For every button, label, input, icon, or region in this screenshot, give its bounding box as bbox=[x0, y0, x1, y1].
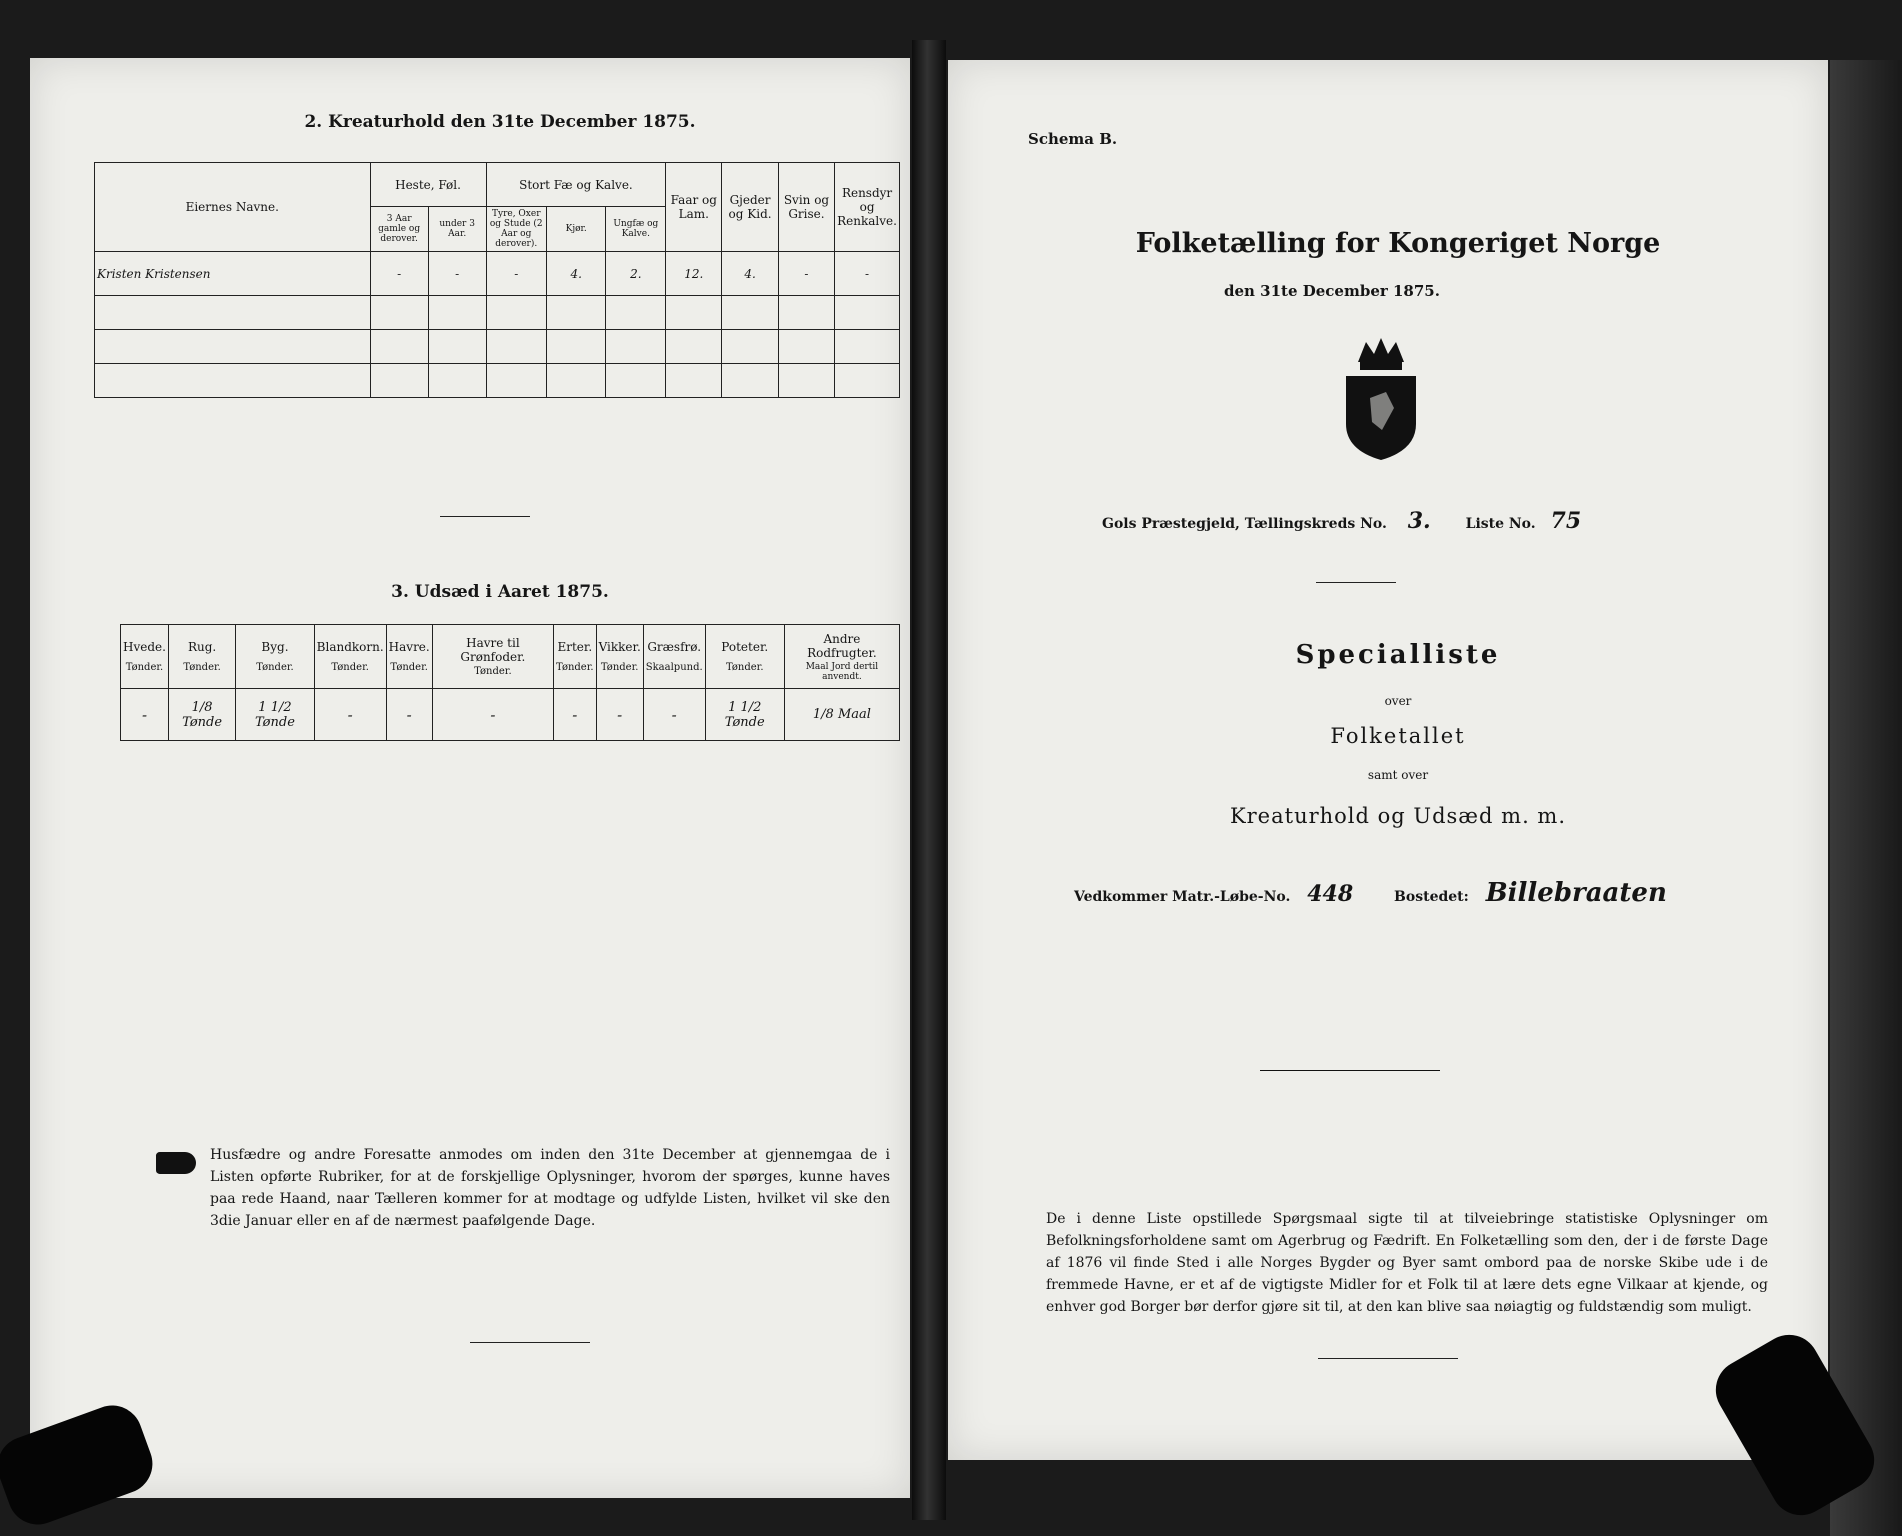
heste2-cell: - bbox=[428, 252, 486, 296]
specialliste-heading: Specialliste bbox=[1295, 640, 1501, 670]
kreaturhold-heading: Kreaturhold og Udsæd m. m. bbox=[1229, 804, 1567, 828]
seed-val-0: - bbox=[121, 689, 169, 741]
liste-number: 75 bbox=[1550, 508, 1582, 534]
seed-hdr-5: Havre til Grønfoder. Tønder. bbox=[432, 625, 553, 689]
matr-number: 448 bbox=[1307, 881, 1354, 907]
svin-cell: - bbox=[778, 252, 834, 296]
divider-bottom bbox=[470, 1342, 590, 1343]
section2-title: 2. Kreaturhold den 31te December 1875. bbox=[304, 112, 696, 132]
schema-label: Schema B. bbox=[1028, 130, 1118, 148]
seed-val-3: - bbox=[314, 689, 386, 741]
col-rensdyr-header: Rensdyr og Renkalve. bbox=[835, 163, 900, 252]
seed-val-10: 1/8 Maal bbox=[784, 689, 899, 741]
col-faar-header: Faar og Lam. bbox=[666, 163, 722, 252]
seed-hdr-0: Hvede. Tønder. bbox=[121, 625, 169, 689]
next-page-edge bbox=[1830, 60, 1902, 1536]
divider-arrow-line bbox=[1260, 1070, 1440, 1071]
seed-hdr-4: Havre. Tønder. bbox=[386, 625, 432, 689]
seed-val-4: - bbox=[386, 689, 432, 741]
bosted-value: Billebraaten bbox=[1485, 878, 1667, 908]
seed-val-8: - bbox=[643, 689, 705, 741]
over-text-1: over bbox=[1384, 694, 1412, 708]
seed-val-9: 1 1/2 Tønde bbox=[705, 689, 784, 741]
col-heste-sub1: 3 Aar gamle og derover. bbox=[370, 207, 428, 252]
divider-a bbox=[1316, 582, 1396, 583]
section3-title: 3. Udsæd i Aaret 1875. bbox=[391, 582, 609, 602]
seed-hdr-6: Erter. Tønder. bbox=[554, 625, 597, 689]
col-gjeder-header: Gjeder og Kid. bbox=[722, 163, 779, 252]
seed-hdr-7: Vikker. Tønder. bbox=[596, 625, 643, 689]
district-label: Gols Præstegjeld, Tællingskreds No. bbox=[1102, 516, 1387, 532]
explanatory-paragraph: De i denne Liste opstillede Spørgsmaal sigte til at tilveiebringe statistiske Oplysninger om Befolkningsforholdene samt om Agerbrug og Fædrift. En Folketælling som den, der i de første Dage af 1876 vil finde Sted i alle Norges Bygder og Byer samt ombord paa de norske Skibe ude i de fremmede Havne, er et af de vigtigste Midler for et Folk til at lære dets egne Vilkaar at kjende, og enhver god Borger bør derfor gjøre sit til, at den kan blive saa nøiagtig og fuldstændig som muligt. bbox=[1046, 1211, 1768, 1315]
seed-val-6: - bbox=[554, 689, 597, 741]
thumb-bottom-left bbox=[0, 1397, 161, 1533]
coat-of-arms-icon bbox=[1336, 332, 1426, 462]
samt-over-text: samt over bbox=[1367, 768, 1429, 782]
col-stort-sub3: Ungfæ og Kalve. bbox=[606, 207, 666, 252]
seed-hdr-3: Blandkorn. Tønder. bbox=[314, 625, 386, 689]
col-stort-sub2: Kjør. bbox=[546, 207, 605, 252]
seed-table bbox=[120, 624, 900, 741]
col-heste-header: Heste, Føl. bbox=[370, 163, 486, 207]
col-heste-sub2: under 3 Aar. bbox=[428, 207, 486, 252]
livestock-table bbox=[94, 162, 900, 398]
notice-text: Husfædre og andre Foresatte anmodes om inden den 31te December at gjennemgaa de i Listen opførte Rubriker, for at de forskjellige Oplysninger, hvorom der spørges, kunne haves paa rede Haand, naar Tælleren kommer for at modtage og udfylde Listen, hvilket vil ske den 3die Januar eller en af de nærmest paafølgende Dage. bbox=[210, 1147, 890, 1229]
pointing-hand-icon bbox=[156, 1152, 196, 1174]
right-page bbox=[948, 60, 1828, 1460]
bosted-label: Bostedet: bbox=[1394, 889, 1469, 905]
seed-val-1: 1/8 Tønde bbox=[168, 689, 235, 741]
matr-label: Vedkommer Matr.-Løbe-No. bbox=[1074, 889, 1291, 905]
owner-name-cell: Kristen Kristensen bbox=[95, 252, 371, 296]
kjor-cell: 4. bbox=[546, 252, 605, 296]
heste1-cell: - bbox=[370, 252, 428, 296]
tyre-cell: - bbox=[486, 252, 546, 296]
gjeder-cell: 4. bbox=[722, 252, 779, 296]
liste-label: Liste No. bbox=[1465, 516, 1536, 532]
ungfae-cell: 2. bbox=[606, 252, 666, 296]
faar-cell: 12. bbox=[666, 252, 722, 296]
district-line bbox=[1102, 508, 1802, 534]
divider-bottom-right bbox=[1318, 1358, 1458, 1359]
seed-hdr-8: Græsfrø. Skaalpund. bbox=[643, 625, 705, 689]
divider-short bbox=[440, 516, 530, 517]
col-stort-sub1: Tyre, Oxer og Stude (2 Aar og derover). bbox=[486, 207, 546, 252]
col-stort-header: Stort Fæ og Kalve. bbox=[486, 163, 666, 207]
main-title: Folketælling for Kongeriget Norge bbox=[1135, 228, 1661, 259]
rensdyr-cell: - bbox=[835, 252, 900, 296]
left-page bbox=[30, 58, 910, 1498]
book-binding bbox=[912, 40, 946, 1520]
seed-val-7: - bbox=[596, 689, 643, 741]
seed-hdr-2: Byg. Tønder. bbox=[236, 625, 314, 689]
seed-hdr-1: Rug. Tønder. bbox=[168, 625, 235, 689]
seed-hdr-9: Poteter. Tønder. bbox=[705, 625, 784, 689]
seed-val-5: - bbox=[432, 689, 553, 741]
seed-hdr-10: Andre Rodfrugter. Maal Jord dertil anvendt. bbox=[784, 625, 899, 689]
matr-line bbox=[1074, 878, 1814, 908]
seed-val-2: 1 1/2 Tønde bbox=[236, 689, 314, 741]
col-svin-header: Svin og Grise. bbox=[778, 163, 834, 252]
district-number: 3. bbox=[1407, 508, 1431, 534]
folketallet-heading: Folketallet bbox=[1330, 724, 1466, 748]
date-line: den 31te December 1875. bbox=[1224, 282, 1440, 300]
col-owner-header: Eiernes Navne. bbox=[95, 163, 371, 252]
